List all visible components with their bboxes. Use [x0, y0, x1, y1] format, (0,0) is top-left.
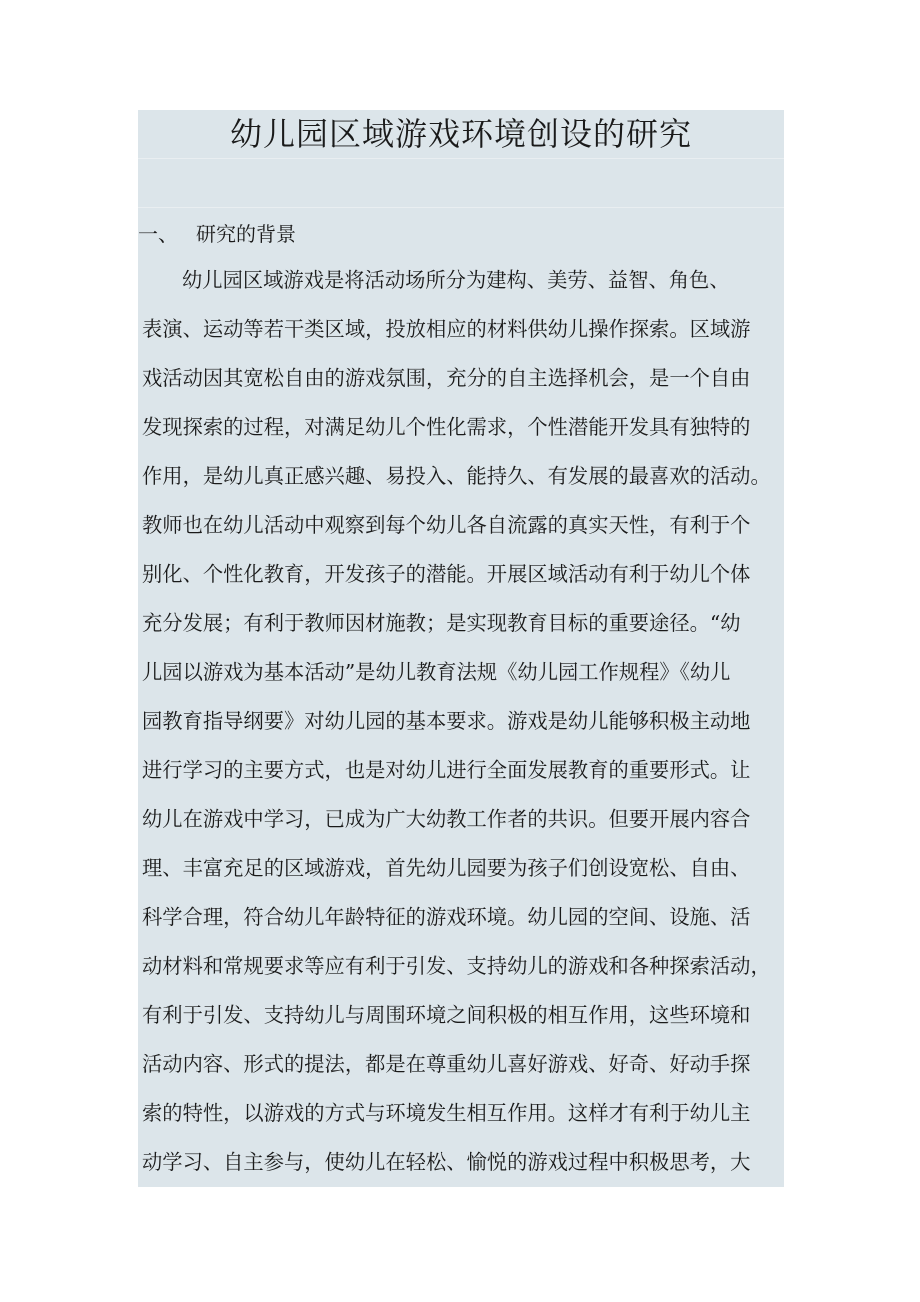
body-text — [138, 256, 784, 1187]
paragraph-line: 有利于引发、支持幼儿与周围环境之间积极的相互作用，这些环境和 — [142, 1003, 751, 1027]
document-page — [138, 110, 784, 1187]
paragraph-line: 动材料和常规要求等应有利于引发、支持幼儿的游戏和各种探索活动， — [142, 954, 771, 978]
paragraph-line: 幼儿园区域游戏是将活动场所分为建构、美劳、益智、角色、 — [182, 268, 730, 292]
paragraph-line: 儿园以游戏为基本活动”是幼儿教育法规《幼儿园工作规程》《幼儿 — [142, 660, 731, 684]
section-heading — [138, 208, 784, 256]
section-number: 一、 — [138, 221, 178, 246]
paragraph-line: 活动内容、形式的提法，都是在尊重幼儿喜好游戏、好奇、好动手探 — [142, 1052, 751, 1076]
paragraph-line: 作用，是幼儿真正感兴趣、易投入、能持久、有发展的最喜欢的活动。 — [142, 464, 771, 488]
paragraph-line: 充分发展；有利于教师因材施教；是实现教育目标的重要途径。“幼 — [142, 611, 741, 635]
paragraph-line: 别化、个性化教育，开发孩子的潜能。开展区域活动有利于幼儿个体 — [142, 562, 751, 586]
paragraph-line: 园教育指导纲要》对幼儿园的基本要求。游戏是幼儿能够积极主动地 — [142, 709, 751, 733]
paragraph-line: 幼儿在游戏中学习，已成为广大幼教工作者的共识。但要开展内容合 — [142, 807, 751, 831]
paragraph-line: 索的特性，以游戏的方式与环境发生相互作用。这样才有利于幼儿主 — [142, 1101, 751, 1125]
paragraph-line: 戏活动因其宽松自由的游戏氛围，充分的自主选择机会，是一个自由 — [142, 366, 751, 390]
paragraph-line: 表演、运动等若干类区域，投放相应的材料供幼儿操作探索。区域游 — [142, 317, 751, 341]
document-title: 幼儿园区域游戏环境创设的研究 — [229, 115, 692, 153]
paragraph-line: 科学合理，符合幼儿年龄特征的游戏环境。幼儿园的空间、设施、活 — [142, 905, 751, 929]
blank-row — [138, 159, 784, 208]
paragraph-line: 理、丰富充足的区域游戏，首先幼儿园要为孩子们创设宽松、自由、 — [142, 856, 751, 880]
paragraph-line: 进行学习的主要方式，也是对幼儿进行全面发展教育的重要形式。让 — [142, 758, 751, 782]
section-title: 研究的背景 — [196, 221, 296, 246]
paragraph-line: 动学习、自主参与，使幼儿在轻松、愉悦的游戏过程中积极思考，大 — [142, 1150, 751, 1174]
title-row — [138, 110, 784, 159]
paragraph-line: 教师也在幼儿活动中观察到每个幼儿各自流露的真实天性，有利于个 — [142, 513, 751, 537]
paragraph-line: 发现探索的过程，对满足幼儿个性化需求，个性潜能开发具有独特的 — [142, 415, 751, 439]
